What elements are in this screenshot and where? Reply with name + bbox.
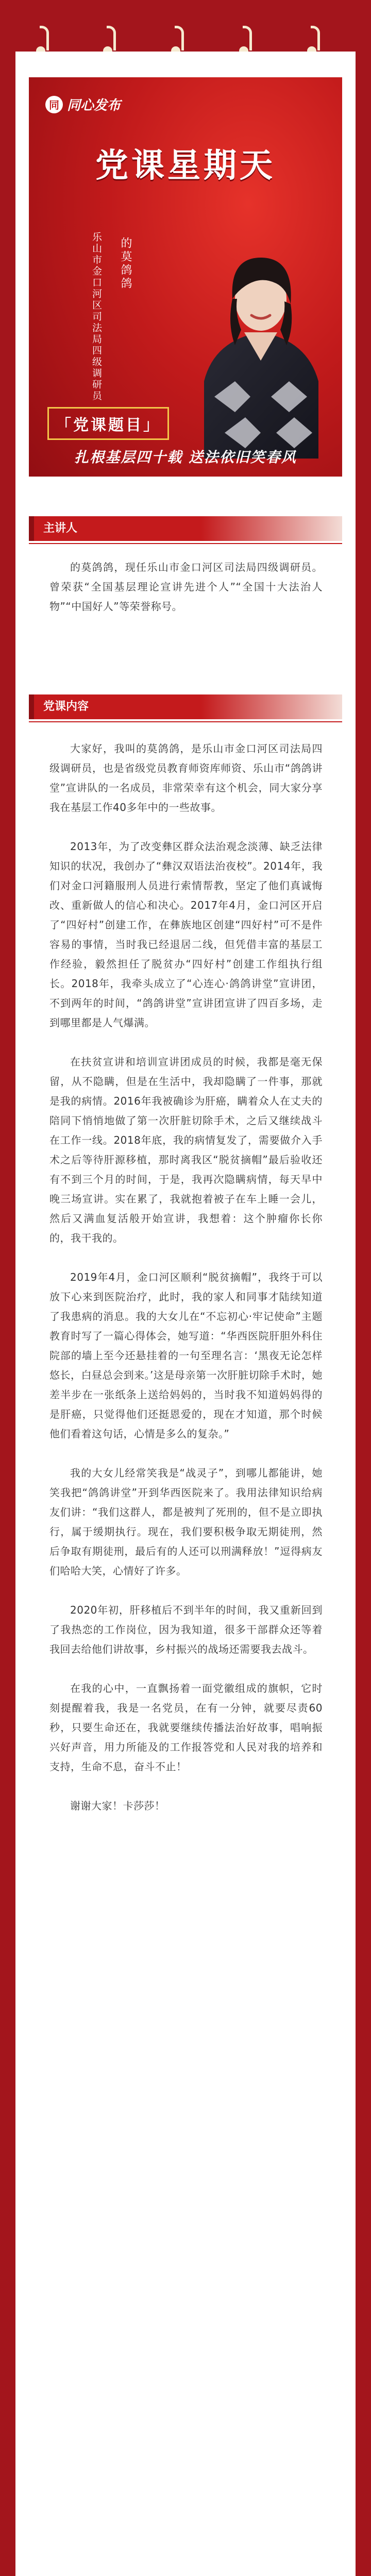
speaker-name-vertical: 的莫鸽鸽 [119, 237, 132, 291]
speaker-role-vertical: 乐山市金口河区司法局四级调研员 [91, 232, 102, 402]
lesson-body [49, 739, 323, 1816]
paragraph: 2019年4月，金口河区顺利“脱贫摘帽”，我终于可以放下心来到医院治疗，此时，我的家人和同事才陆续知道了我患病的消息。我的大女儿在“不忘初心·牢记使命”主题教育时写了一篇心得体会，她写道：“华西医院肝胆外科住院部的墙上至今还悬挂着的一句至理名言：‘黑夜无论怎样悠长，白昼总会到来。’这是母亲第一次肝脏切除手术时，她差半步在一张纸条上送给妈妈的，当时我不知道妈妈得的是肝癌，只觉得他们还挺恩爱的，现在才知道，那个时候他们看着这句话，心情是多么的复杂。” [49, 1271, 323, 1440]
paragraph: 2013年，为了改变彝区群众法治观念淡薄、缺乏法律知识的状况，我创办了“彝汉双语法治夜校”。2014年，我们对金口河籍服刑人员进行索情帮教，坚定了他们真诚悔改、重新做人的信心和决心。2017年4月，金口河区开启了“四好村”创建工作，在彝族地区创建“四好村”可不是件容易的事情，当时我已经退居二线，但凭借丰富的基层工作经验，毅然担任了脱贫办“四好村”创建工作组执行组长。2018年，我牵头成立了“心连心·鸽鸽讲堂”宣讲团，不到两年的时间，“鸽鸽讲堂”宣讲团宣讲了四百多场，走到哪里都是人气爆满。 [49, 840, 323, 1029]
speaker-portrait [183, 227, 338, 459]
logo-icon: 同 [45, 96, 63, 113]
paragraph: 在我的心中，一直飘扬着一面党徽组成的旗帜，它时刻提醒着我，我是一名党员，在有一分钟，就要尽责60秒，只要生命还在，我就要继续传播法治好故事，唱响振兴好声音，用力所能及的工作报答党和人民对我的培养和支持，生命不息，奋斗不止！ [49, 1682, 323, 1773]
paragraph: 我的大女儿经常笑我是“战灵子”，到哪儿都能讲，她笑我把“鸽鸽讲堂”开到华西医院来了。我用法律知识给病友们讲：“我们这群人，都是被判了死刑的，但不是立即执行，属于缓期执行。现在，我们要积极争取无期徒刑，然后争取有期徒刑，最后有的人还可以刑满释放！”逗得病友们哈哈大笑，心情好了许多。 [49, 1467, 323, 1577]
poster-title: 党课星期天 [95, 146, 276, 185]
cover-poster [29, 77, 342, 500]
speaker-intro: 的莫鸽鸽，现任乐山市金口河区司法局四级调研员。曾荣获“全国基层理论宣讲先进个人”“全国十大法治人物”“中国好人”等荣誉称号。 [49, 561, 323, 613]
paragraph: 在扶贫宣讲和培训宣讲团成员的时候，我都是毫无保留，从不隐瞒，但是在生活中，我却隐瞒了一件事，那就是我的病情。2016年我被确诊为肝癌，瞒着众人在丈夫的陪同下悄悄地做了第一次肝脏切除手术，之后又继续战斗在工作一线。2018年底，我的病情复发了，需要做介入手术之后等待肝源移植，那时离我区“脱贫摘帽”最后验收还有不到三个月的时间，于是，我再次隐瞒病情，每天早中晚三场宣讲。实在累了，我就抱着被子在车上睡一会儿，然后又满血复活般开始宣讲，我想着：这个肿瘤你长你的，我干我的。 [49, 1056, 323, 1244]
section-header-content [29, 694, 342, 722]
section-header-speaker [29, 516, 342, 544]
paragraph: 大家好，我叫的莫鸽鸽，是乐山市金口河区司法局四级调研员，也是省级党员教育师资库师资、乐山市“鸽鸽讲堂”宣讲队的一名成员，非常荣幸有这个机会，同大家分享我在基层工作40多年中的一些故事。 [49, 742, 323, 814]
lesson-topic-tag: 「党课题目」 [47, 407, 169, 440]
logo-text: 同心发布 [67, 98, 121, 113]
brand-logo [45, 95, 121, 114]
poster-slogan: 扎根基层四十载 送法依旧笑春风 [74, 449, 297, 466]
section-label: 党课内容 [43, 700, 89, 713]
section-label: 主讲人 [43, 522, 78, 535]
closing-line: 谢谢大家！卡莎莎！ [70, 1800, 165, 1812]
paragraph: 2020年初，肝移植后不到半年的时间，我又重新回到了我热恋的工作岗位，因为我知道，很多干部群众还等着我回去给他们讲故事，乡村振兴的战场还需要我去战斗。 [49, 1604, 323, 1655]
poster-bottom-band [29, 477, 342, 500]
